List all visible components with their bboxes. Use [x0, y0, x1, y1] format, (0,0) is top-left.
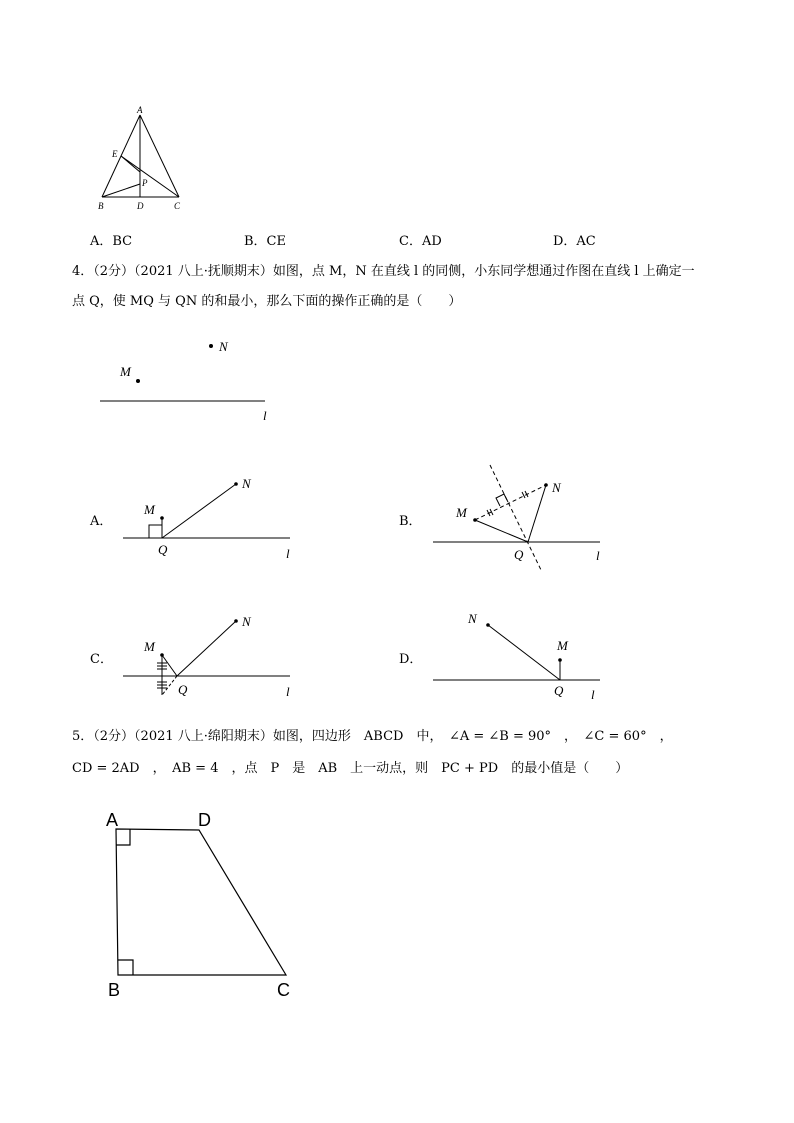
- q4-c-label-l: l: [286, 684, 290, 699]
- q5-label-a: A: [106, 810, 119, 830]
- q4-a-label-q: Q: [158, 542, 168, 557]
- q4-b-label-q: Q: [514, 547, 524, 562]
- q3-label-d: D: [137, 201, 144, 211]
- q4-a-label-m: M: [144, 502, 155, 517]
- q5-stem-line2: CD = 2AD ， AB = 4 ，点 P 是 AB 上一动点，则 PC + PD 的最小值是（ ）: [72, 761, 629, 776]
- q5-label-c: C: [277, 980, 290, 1000]
- q3-option-c[interactable]: C．AD: [399, 234, 442, 249]
- q3-label-a: A: [137, 105, 143, 115]
- q5-label-d: D: [198, 810, 211, 830]
- q4-c-label-n: N: [242, 614, 251, 629]
- q4-d-label-l: l: [591, 687, 595, 702]
- q4-d-label-q: Q: [554, 683, 564, 698]
- q4-main-label-n: N: [219, 339, 228, 354]
- q3-label-b: B: [98, 201, 104, 211]
- q3-option-b[interactable]: B．CE: [244, 234, 286, 249]
- q4-a-label-l: l: [286, 546, 290, 561]
- q4-d-label-m: M: [557, 638, 568, 653]
- q4-main-label-m: M: [120, 364, 131, 379]
- q4-main-figure: [95, 335, 285, 425]
- q4-b-label-n: N: [552, 480, 561, 495]
- q5-quadrilateral-figure: [100, 805, 310, 1005]
- q4-option-a[interactable]: A．: [90, 514, 113, 529]
- q5-stem-line1: 5．（2分）（2021 八上·绵阳期末）如图，四边形 ABCD 中， ∠A = ∠B = 90° ， ∠C = 60° ，: [72, 729, 673, 744]
- q4-option-a-figure[interactable]: [118, 470, 308, 565]
- q4-c-label-m: M: [144, 639, 155, 654]
- q4-option-d[interactable]: D．: [399, 652, 423, 667]
- q4-option-b-figure[interactable]: [428, 460, 618, 575]
- q4-c-label-q: Q: [178, 682, 188, 697]
- q3-label-c: C: [174, 201, 181, 211]
- q4-option-b[interactable]: B．: [399, 514, 422, 529]
- q5-label-b: B: [108, 980, 121, 1000]
- q4-a-label-n: N: [242, 476, 251, 491]
- q4-b-label-m: M: [456, 505, 467, 520]
- q3-option-a[interactable]: A．BC: [90, 234, 133, 249]
- q3-triangle-figure: [90, 100, 200, 218]
- q4-d-label-n: N: [468, 611, 477, 626]
- q4-option-c[interactable]: C．: [90, 652, 113, 667]
- q4-option-d-figure[interactable]: [428, 605, 618, 705]
- q4-main-label-l: l: [263, 408, 267, 423]
- q4-stem-line2: 点 Q，使 MQ 与 QN 的和最小，那么下面的操作正确的是（ ）: [72, 294, 462, 309]
- q3-option-d[interactable]: D．AC: [553, 234, 596, 249]
- q4-b-label-l: l: [596, 548, 600, 563]
- q3-label-p: P: [142, 178, 148, 188]
- q4-stem-line1: 4．（2分）（2021 八上·抚顺期末）如图，点 M，N 在直线 l 的同侧，小东同学想通过作图在直线 l 上确定一: [72, 264, 695, 279]
- q4-option-c-figure[interactable]: [118, 608, 308, 703]
- q3-label-e: E: [112, 149, 118, 159]
